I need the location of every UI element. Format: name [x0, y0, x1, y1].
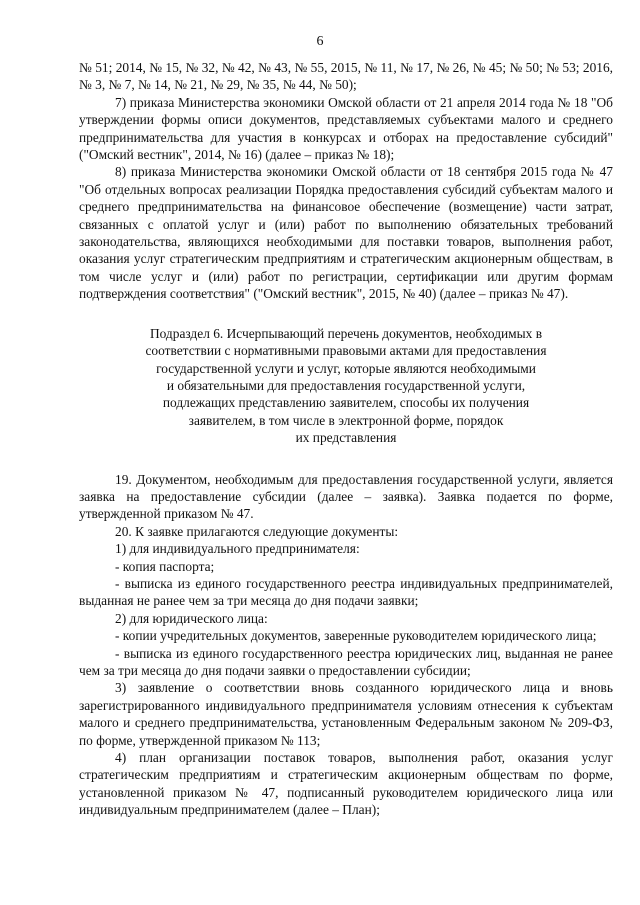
heading-line: государственной услуги и услуг, которые являются необходимыми [156, 360, 536, 376]
heading-line: заявителем, в том числе в электронной форме, порядок [188, 412, 504, 428]
heading-line: Подраздел 6. Исчерпывающий перечень документов, необходимых в [149, 325, 543, 341]
paragraph-continuation: № 51; 2014, № 15, № 32, № 42, № 43, № 55, 2015, № 11, № 17, № 26, № 45; № 50; № 53; 2016, № 3, № 7, № 14, № 21, № 29, № 35, № 44, № 50); [79, 60, 613, 93]
list-subitem-passport: - копия паспорта; [115, 558, 215, 574]
list-subitem-egrul-extract: - выписка из единого государственного реестра юридических лиц, выданная не ранее чем за три месяца до дня подачи заявки о предоставлении субсидии; [79, 645, 613, 678]
paragraph-item-7: 7) приказа Министерства экономики Омской области от 21 апреля 2014 года № 18 "Об утверждении формы описи документов, представляемых субъектами малого и среднего предпринимательства для участия в конкурсах и отборах на предоставление субсидий" ("Омский вестник", 2014, № 16) (далее – приказ № 18); [79, 94, 613, 163]
paragraph-20: 20. К заявке прилагаются следующие документы: [115, 523, 399, 539]
list-item-entrepreneur: 1) для индивидуального предпринимателя: [115, 541, 360, 557]
list-item-supply-plan: 4) план организации поставок товаров, выполнения работ, оказания услуг стратегическим предприятиям и стратегическим акционерным обществам по форме, установленной приказом № 47, подписанный руководителем юридического лица или индивидуальным предпринимателем (далее – План); [79, 750, 613, 818]
page-number: 6 [316, 34, 324, 49]
heading-line: и обязательными для предоставления государственной услуги, [166, 377, 526, 393]
heading-line: их представления [295, 430, 397, 446]
list-subitem-founding-documents: - копии учредительных документов, заверенные руководителем юридического лица; [115, 628, 597, 644]
heading-line: соответствии с нормативными правовыми актами для предоставления [145, 343, 547, 359]
document-body [79, 59, 613, 819]
list-item-legal-entity: 2) для юридического лица: [115, 610, 268, 626]
paragraph-19: 19. Документом, необходимым для предоставления государственной услуги, является заявка на предоставление субсидии (далее – заявка). Заявка подается по форме, утвержденной приказом № 47. [79, 471, 613, 522]
heading-line: подлежащих представлению заявителем, способы их получения [162, 395, 530, 411]
list-subitem-egrip-extract: - выписка из единого государственного реестра индивидуальных предпринимателей, выданная не ранее чем за три месяца до дня подачи заявки; [79, 575, 613, 609]
list-item-compliance-statement: 3) заявление о соответствии вновь созданного юридического лица и вновь зарегистрированного индивидуального предпринимателя условиям отнесения к субъектам малого и среднего предпринимательства, установленным Федеральным законом № 209-ФЗ, по форме, утвержденной приказом № 113; [79, 680, 613, 748]
paragraph-item-8: 8) приказа Министерства экономики Омской области от 18 сентября 2015 года № 47 "Об отдельных вопросах реализации Порядка предоставления субсидий субъектам малого и среднего предпринимательства на финансовое обеспечение (возмещение) части затрат, связанных с оплатой услуг и (или) работ по выполнению обязательных требований законодательства, являющихся необходимыми для поставки товаров, выполнения работ, оказания услуг стратегическим предприятиям и стратегическим акционерным обществам, в том числе услуг и (или) работ по регистрации, сертификации или другим формам подтверждения соответствия" ("Омский вестник", 2015, № 40) (далее – приказ № 47). [79, 164, 613, 302]
subsection-heading [79, 325, 613, 447]
